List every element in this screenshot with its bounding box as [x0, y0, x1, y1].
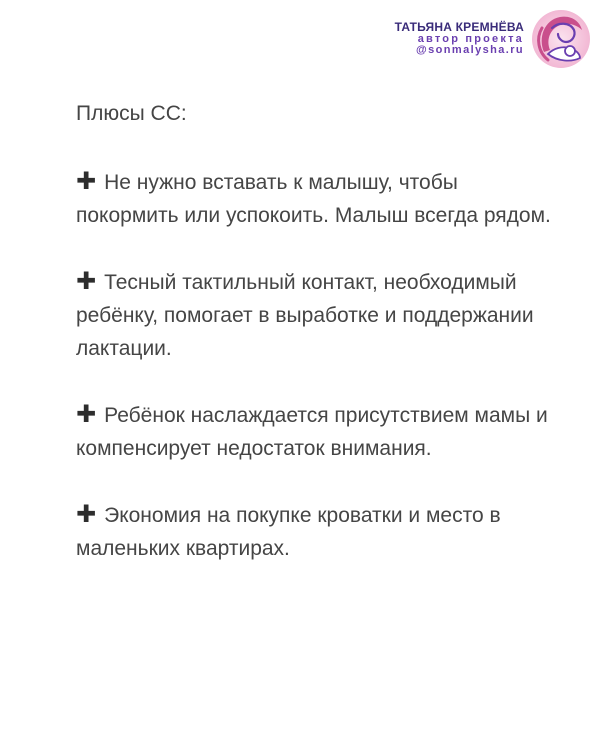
brand-text — [395, 21, 524, 57]
intro-heading: Плюсы СС: — [76, 102, 187, 125]
list-item — [76, 399, 556, 465]
list-item-text: Тесный тактильный контакт, необходимый ребёнку, помогает в выработке и поддержании лактации. — [76, 271, 534, 360]
plus-icon: ✚ — [76, 168, 97, 195]
plus-icon: ✚ — [76, 501, 97, 528]
plus-icon: ✚ — [76, 401, 97, 428]
list-item — [76, 166, 556, 232]
list-item-text: Экономия на покупке кроватки и место в маленьких квартирах. — [76, 504, 501, 560]
plus-icon: ✚ — [76, 268, 97, 295]
brand-role: автор проекта — [417, 32, 524, 45]
brand-site-link[interactable]: @sonmalysha.ru — [416, 44, 524, 57]
list-item — [76, 266, 556, 365]
brand-header — [395, 8, 592, 70]
list-item — [76, 499, 556, 565]
brand-name: ТАТЬЯНА КРЕМНЁВА — [394, 20, 524, 35]
pros-list — [76, 98, 556, 599]
mother-baby-logo-icon — [530, 8, 592, 70]
list-item-text: Не нужно вставать к малышу, чтобы покормить или успокоить. Малыш всегда рядом. — [76, 171, 551, 227]
list-item-text: Ребёнок наслаждается присутствием мамы и компенсирует недостаток внимания. — [76, 404, 548, 460]
